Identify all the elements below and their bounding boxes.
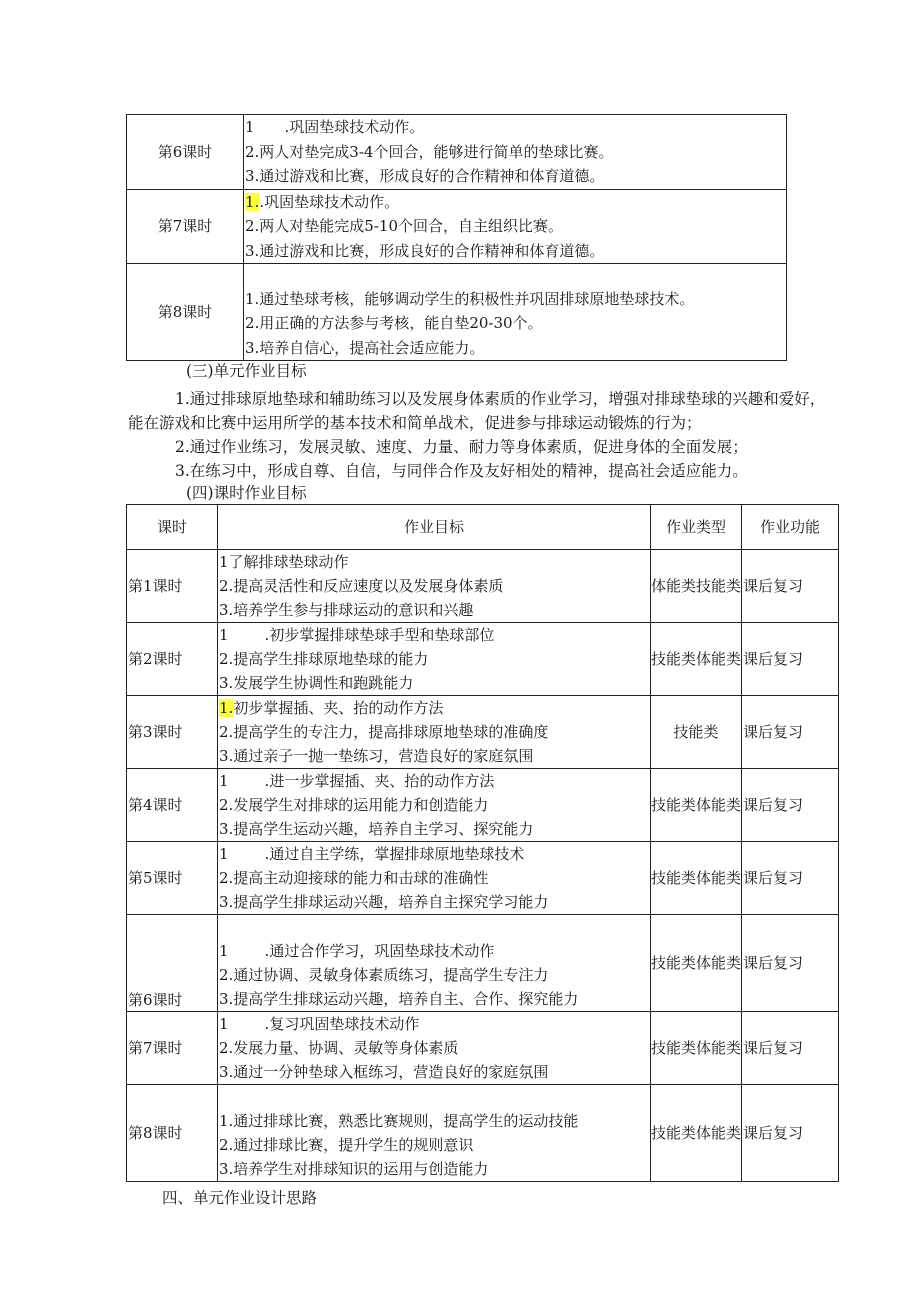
lesson-cell: 第3课时 (127, 696, 218, 769)
goal-text: .复习巩固垫球技术动作 (264, 1015, 420, 1033)
section-title-unit-goals: (三)单元作业目标 (186, 362, 307, 380)
goal-item: 3.培养学生对排球知识的运用与创造能力 (219, 1160, 489, 1178)
goal-item (219, 842, 650, 866)
table-header-row (127, 505, 839, 550)
goal-number: 1 (219, 845, 229, 863)
function-cell: 课后复习 (742, 842, 839, 915)
type-cell: 技能类体能类 (651, 1085, 742, 1182)
goal-item: 3.通过亲子一抛一垫练习，营造良好的家庭氛围 (219, 747, 534, 765)
goal-item: 2.提高学生排球原地垫球的能力 (219, 650, 429, 668)
goal-item: 3.培养学生参与排球运动的意识和兴趣 (219, 601, 474, 619)
header-lesson: 课时 (127, 505, 218, 550)
goal-item: 3.通过游戏和比赛，形成良好的合作精神和体育道德。 (245, 241, 605, 260)
goal-list (244, 264, 787, 361)
goal-item: 3.发展学生协调性和跑跳能力 (219, 674, 414, 692)
function-cell: 课后复习 (742, 915, 839, 1012)
goal-number: 1 (219, 942, 229, 960)
type-cell: 技能类体能类 (651, 915, 742, 1012)
function-cell: 课后复习 (742, 1012, 839, 1085)
lesson-label: 第6课时 (127, 115, 244, 190)
table-row (127, 696, 839, 769)
lesson-cell: 第1课时 (127, 550, 218, 623)
type-cell: 体能类技能类 (651, 550, 742, 623)
lesson-cell: 第5课时 (127, 842, 218, 915)
homework-goals-table (126, 504, 839, 1182)
lesson-goals-table (126, 114, 787, 361)
type-cell: 技能类体能类 (651, 769, 742, 842)
goal-item: 3.通过游戏和比赛，形成良好的合作精神和体育道德。 (245, 167, 605, 185)
unit-goal-1: 1.通过排球原地垫球和辅助练习以及发展身体素质的作业学习，增强对排球垫球的兴趣和爱好，能在游戏和比赛中运用所学的基本技术和简单战术，促进参与排球运动锻炼的行为； (128, 390, 826, 432)
section-title-design: 四、单元作业设计思路 (162, 1189, 318, 1207)
goal-cell (218, 550, 651, 623)
goal-list (244, 115, 787, 190)
goal-cell (218, 769, 651, 842)
goal-number: 1 (219, 1015, 229, 1033)
type-cell: 技能类体能类 (651, 1012, 742, 1085)
goal-item: 2.发展力量、协调、灵敏等身体素质 (219, 1039, 459, 1057)
table-row (127, 189, 787, 264)
table-row (127, 1085, 839, 1182)
lesson-label: 第8课时 (127, 264, 244, 361)
goal-cell (218, 915, 651, 1012)
goal-item (219, 623, 650, 647)
goal-text: .初步掌握排球垫球手型和垫球部位 (264, 626, 495, 644)
lesson-cell: 第6课时 (127, 915, 218, 1012)
function-cell: 课后复习 (742, 623, 839, 696)
lesson-cell: 第4课时 (127, 769, 218, 842)
table-row (127, 264, 787, 361)
goal-item: 2.用正确的方法参与考核，能自垫20-30个。 (245, 314, 543, 332)
goal-item: 1了解排球垫球动作 (219, 553, 349, 571)
goal-item: 2.通过协调、灵敏身体素质练习，提高学生专注力 (219, 966, 549, 984)
type-cell: 技能类 (651, 696, 742, 769)
goal-item: 3.提高学生排球运动兴趣，培养自主探究学习能力 (219, 893, 549, 911)
header-goal: 作业目标 (218, 505, 651, 550)
function-cell: 课后复习 (742, 1085, 839, 1182)
goal-item: 2.提高灵活性和反应速度以及发展身体素质 (219, 577, 504, 595)
function-cell: 课后复习 (742, 550, 839, 623)
goal-item: 3.提高学生运动兴趣，培养自主学习、探究能力 (219, 820, 534, 838)
goal-item: 2.提高主动迎接球的能力和击球的准确性 (219, 869, 489, 887)
table-row (127, 550, 839, 623)
goal-text: .通过自主学练，掌握排球原地垫球技术 (264, 845, 525, 863)
type-cell: 技能类体能类 (651, 842, 742, 915)
goal-item: 2.发展学生对排球的运用能力和创造能力 (219, 796, 489, 814)
lesson-cell: 第8课时 (127, 1085, 218, 1182)
highlight-mark: 1. (245, 192, 260, 211)
function-cell: 课后复习 (742, 769, 839, 842)
table-row (127, 1012, 839, 1085)
goal-item: 1..巩固垫球技术动作。 (245, 192, 400, 211)
goal-cell (218, 1012, 651, 1085)
goal-cell (218, 1085, 651, 1182)
goal-item (219, 939, 650, 963)
highlight-mark: 1. (219, 699, 234, 717)
goal-list (244, 189, 787, 264)
goal-item (219, 1012, 650, 1036)
section-title-lesson-goals: (四)课时作业目标 (186, 484, 307, 502)
function-cell: 课后复习 (742, 696, 839, 769)
lesson-cell: 第2课时 (127, 623, 218, 696)
table-row (127, 623, 839, 696)
table-row (127, 915, 839, 1012)
goal-cell (218, 842, 651, 915)
header-function: 作业功能 (742, 505, 839, 550)
type-cell: 技能类体能类 (651, 623, 742, 696)
goal-cell (218, 623, 651, 696)
goal-number: 1 (219, 772, 229, 790)
goal-cell (218, 696, 651, 769)
goal-item (219, 696, 650, 720)
goal-item: 3.提高学生排球运动兴趣，培养自主、合作、探究能力 (219, 990, 579, 1008)
goal-item: 2.两人对垫完成3-4个回合，能够进行简单的垫球比赛。 (245, 142, 614, 161)
unit-goal-3: 3.在练习中，形成自尊、自信，与同伴合作及友好相处的精神，提高社会适应能力。 (175, 462, 748, 480)
goal-text: 初步掌握插、夹、抬的动作方法 (233, 699, 444, 717)
goal-item: 1.通过排球比赛，熟悉比赛规则，提高学生的运动技能 (219, 1112, 579, 1130)
goal-item: 2.通过排球比赛，提升学生的规则意识 (219, 1136, 474, 1154)
goal-item: 1.通过垫球考核，能够调动学生的积极性并巩固排球原地垫球技术。 (245, 289, 695, 308)
table-row (127, 115, 787, 190)
goal-item: 3.培养自信心，提高社会适应能力。 (245, 338, 485, 357)
goal-number: 1 (219, 626, 229, 644)
goal-item: 3.通过一分钟垫球入框练习，营造良好的家庭氛围 (219, 1063, 549, 1081)
goal-item: 2.两人对垫能完成5-10个回合，自主组织比赛。 (245, 217, 564, 235)
goal-item (219, 769, 650, 793)
goal-text: .通过合作学习，巩固垫球技术动作 (264, 942, 495, 960)
goal-item: 2.提高学生的专注力，提高排球原地垫球的准确度 (219, 723, 549, 741)
goal-text: .进一步掌握插、夹、抬的动作方法 (264, 772, 495, 790)
lesson-label: 第7课时 (127, 189, 244, 264)
unit-goal-2: 2.通过作业练习，发展灵敏、速度、力量、耐力等身体素质，促进身体的全面发展； (175, 438, 748, 456)
lesson-cell: 第7课时 (127, 1012, 218, 1085)
goal-item: 1 .巩固垫球技术动作。 (245, 118, 425, 136)
table-row (127, 769, 839, 842)
header-type: 作业类型 (651, 505, 742, 550)
table-row (127, 842, 839, 915)
